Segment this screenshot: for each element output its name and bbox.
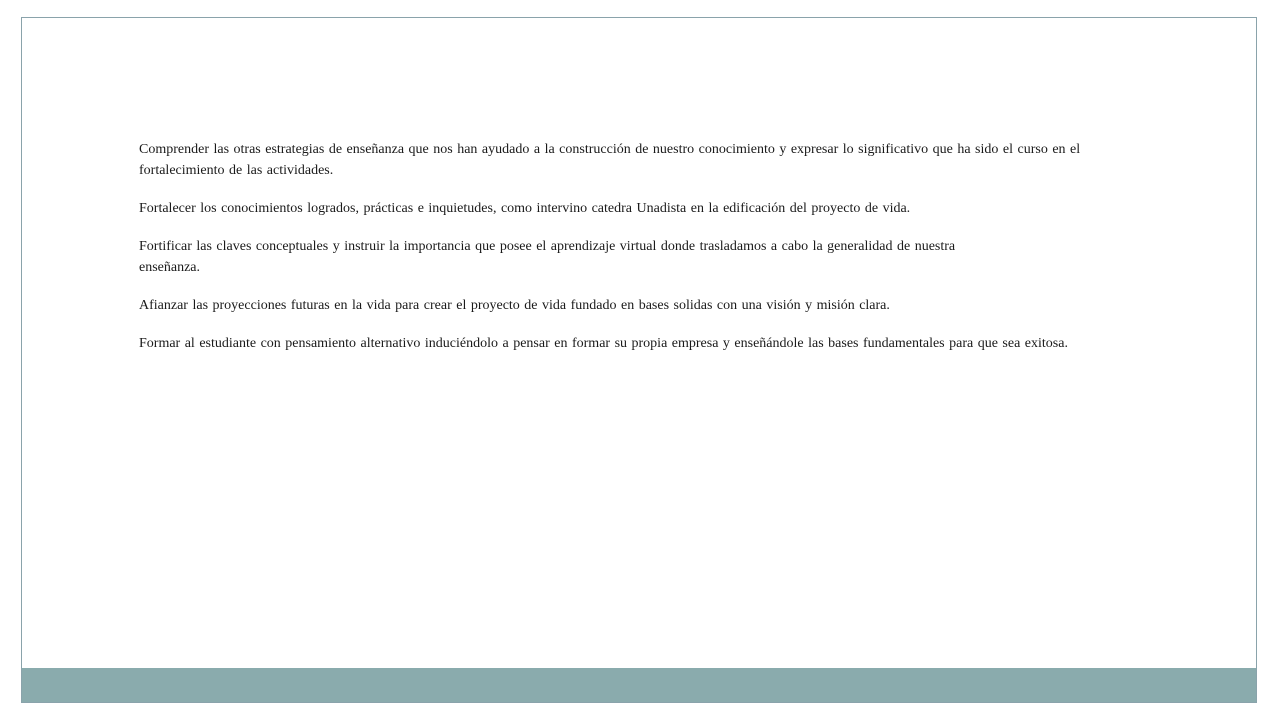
paragraph-4: Afianzar las proyecciones futuras en la vida para crear el proyecto de vida fundado en bases solidas con una visión y misión clara. — [139, 298, 890, 313]
slide-body — [139, 139, 1084, 371]
footer-bar — [22, 668, 1256, 702]
paragraph-5: Formar al estudiante con pensamiento alternativo induciéndolo a pensar en formar su propia empresa y enseñándole las bases fundamentales para que sea exitosa. — [139, 336, 1068, 351]
slide — [21, 17, 1257, 703]
paragraph-3: Fortificar las claves conceptuales y instruir la importancia que posee el aprendizaje virtual donde trasladamos a cabo la generalidad de nuestra enseñanza. — [139, 239, 956, 275]
paragraph-1: Comprender las otras estrategias de enseñanza que nos han ayudado a la construcción de nuestro conocimiento y expresar lo significativo que ha sido el curso en el fortalecimiento de las actividades. — [139, 142, 1081, 178]
paragraph-2: Fortalecer los conocimientos logrados, prácticas e inquietudes, como intervino catedra Unadista en la edificación del proyecto de vida. — [139, 201, 911, 216]
